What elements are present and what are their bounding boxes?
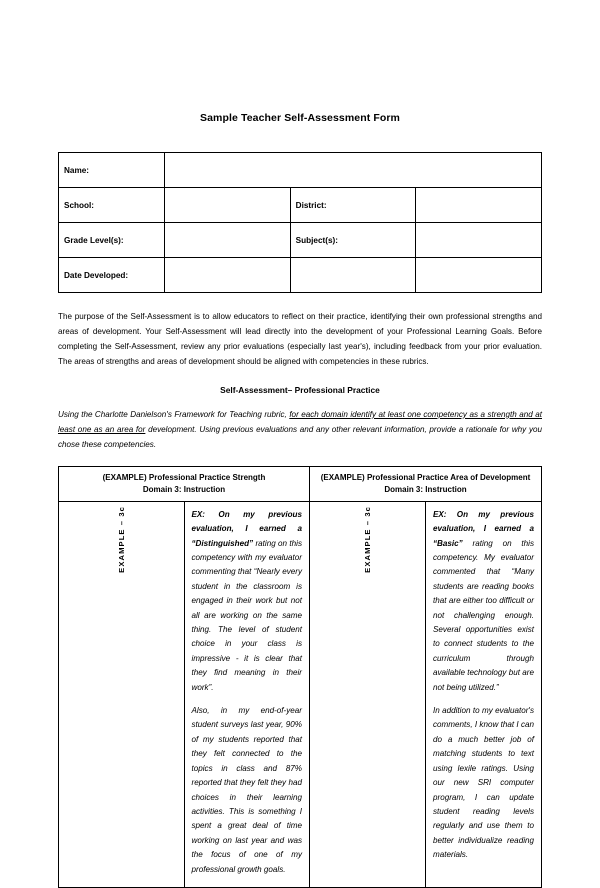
field-label-subject: Subject(s): xyxy=(290,223,416,258)
example-table xyxy=(58,466,542,888)
right-paragraph-1 xyxy=(433,508,534,695)
right-paragraph-1-rest: rating on this competency. My evaluator commented that “Many students are reading books that are either too difficult or not challenging enough. Several opportunities exist to connect students to the curriculum through available technology but are not being utilized.” xyxy=(433,538,534,692)
field-value-school[interactable] xyxy=(165,188,291,223)
field-label-date: Date Developed: xyxy=(59,258,165,293)
instructions-part-2: development. Using previous evaluations and any other relevant information, provide a rationale for why you chose these competencies. xyxy=(58,424,542,449)
right-vertical-label: EXAMPLE – 3c xyxy=(363,505,372,573)
right-paragraph-2: In addition to my evaluator's comments, I know that I can do a much better job of matching students to text using lexile ratings. Using our new SRI computer program, I can update student reading levels regularly and use them to better individualize reading materials. xyxy=(433,706,534,860)
purpose-paragraph: The purpose of the Self-Assessment is to allow educators to reflect on their practice, identifying their own professional strengths and areas of development. Your Self-Assessment will lead directly into the development of your Professional Learning Goals. Before completing the Self-Assessment, review any prior evaluations (especially last year's), including feedback from your prior evaluation. The areas of strengths and areas of development should be aligned with competencies in these rubrics. xyxy=(58,312,542,366)
right-vertical-label-cell xyxy=(310,501,426,887)
header-strength xyxy=(59,466,310,501)
field-value-district[interactable] xyxy=(416,188,542,223)
table-row xyxy=(59,501,542,887)
section-heading: Self-Assessment– Professional Practice xyxy=(220,384,380,395)
field-label-grade: Grade Level(s): xyxy=(59,223,165,258)
left-paragraph-2: Also, in my end-of-year student surveys last year, 90% of my students reported that they felt connected to the topics in class and 87% reported that they felt they had choices in their learning activities. This is something I spent a great deal of time working on last year and was the focus of one of my professional growth goals. xyxy=(191,706,302,874)
left-vertical-label: EXAMPLE – 3c xyxy=(116,505,126,573)
left-paragraph-1-lead: EX: On my previous evaluation, I earned a “Distinguished” xyxy=(191,509,302,548)
field-value-date[interactable] xyxy=(165,258,291,293)
header-strength-line2: Domain 3: Instruction xyxy=(142,484,226,494)
field-label-name: Name: xyxy=(59,153,165,188)
table-header-row xyxy=(59,466,542,501)
left-paragraph-1-rest: rating on this competency with my evaluator commenting that “Nearly every student in the classroom is engaged in their work but not all are working on the same thing. The level of student choice in your class is impressive - it is clear that they find meaning in their work”. xyxy=(191,538,302,692)
field-label-school: School: xyxy=(59,188,165,223)
field-value-subject[interactable] xyxy=(416,223,542,258)
left-body-cell[interactable] xyxy=(184,501,310,887)
header-development xyxy=(310,466,542,501)
identity-table xyxy=(58,152,542,293)
header-development-line2: Domain 3: Instruction xyxy=(384,484,467,494)
instructions-part-1: Using the Charlotte Danielson's Framework for Teaching rubric, xyxy=(58,409,290,419)
table-row xyxy=(59,258,542,293)
instructions-underlined: for each domain identify at least one competency as a strength and at least one as an area for xyxy=(58,409,542,434)
spacer-cell-2 xyxy=(416,258,542,293)
header-development-line1: (EXAMPLE) Professional Practice Area of Development xyxy=(320,472,531,482)
field-label-district: District: xyxy=(290,188,416,223)
spacer-cell-1 xyxy=(290,258,416,293)
left-paragraph-1 xyxy=(192,508,303,695)
field-value-grade[interactable] xyxy=(165,223,291,258)
table-row xyxy=(59,188,542,223)
header-strength-line1: (EXAMPLE) Professional Practice Strength xyxy=(102,472,266,482)
left-vertical-label-cell xyxy=(59,501,185,887)
right-body-cell[interactable] xyxy=(426,501,542,887)
table-row xyxy=(59,223,542,258)
instructions-paragraph xyxy=(58,408,542,453)
field-value-name[interactable] xyxy=(165,153,542,188)
page-title: Sample Teacher Self-Assessment Form xyxy=(200,112,400,124)
table-row xyxy=(59,153,542,188)
right-paragraph-1-lead: EX: On my previous evaluation, I earned a “Basic” xyxy=(433,509,534,548)
